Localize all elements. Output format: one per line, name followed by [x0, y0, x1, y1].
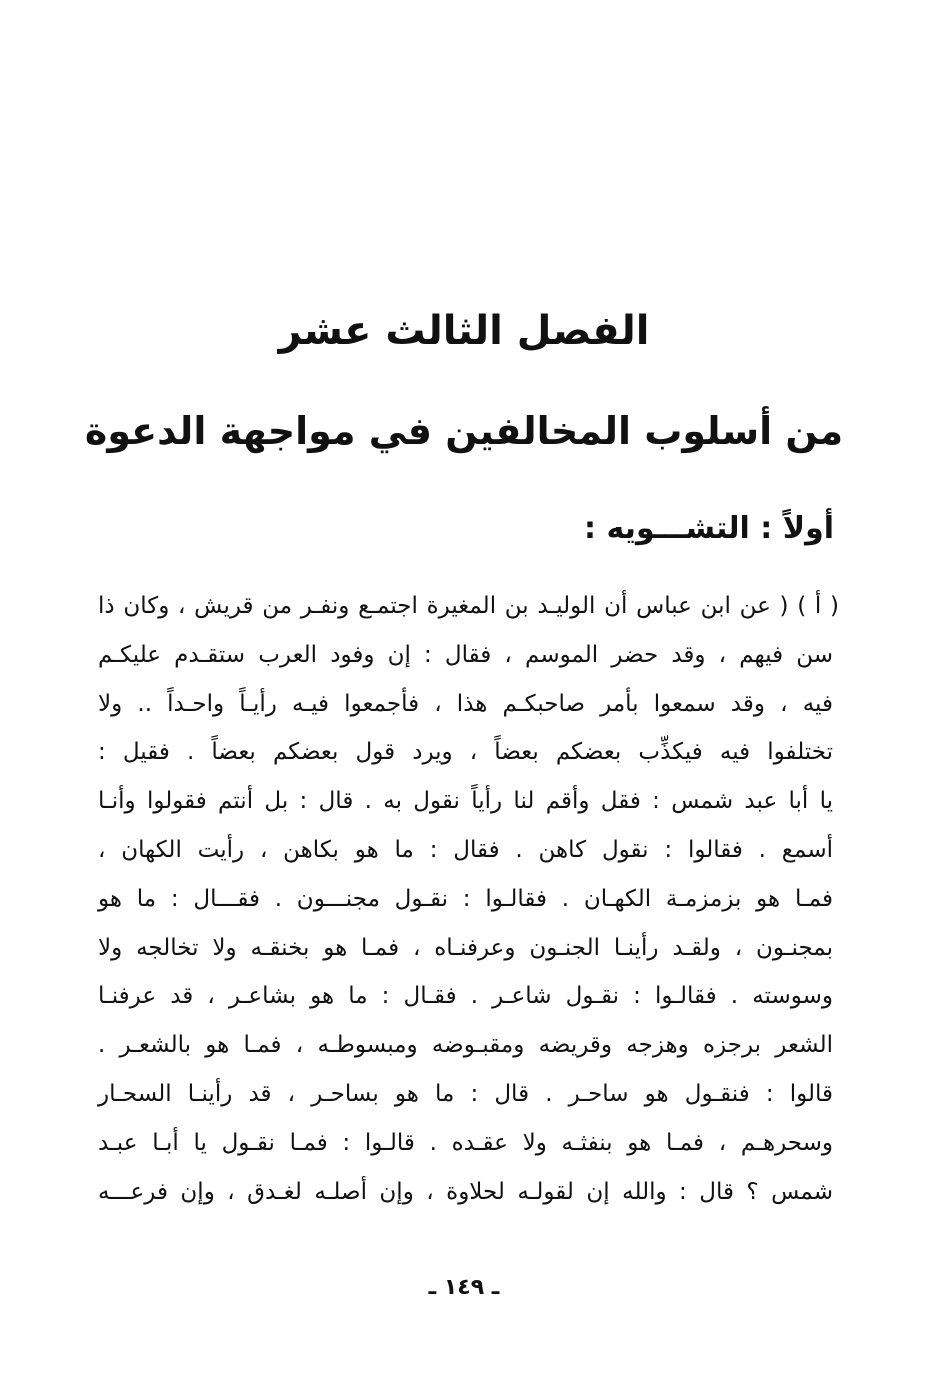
text-line: وسوسته . فقالـوا : نقـول شاعـر . فقـال : ما هو بشاعـر ، قد عرفنـا: [98, 983, 833, 1010]
text-line: ( أ ) ( عن ابن عباس أن الوليـد بن المغيرة اجتمـع ونفـر من قريش ، وكان ذا: [98, 593, 839, 619]
text-line: تختلفوا فيه فيكذِّب بعضكم بعضاً ، ويرد قول بعضكم بعضاً . فقيل :: [98, 739, 833, 766]
text-line: شمس ؟ قال : والله إن لقولـه لحلاوة ، وإن أصلـه لغـدق ، وإن فرعـــه: [98, 1178, 833, 1205]
body-paragraph: [98, 582, 839, 1216]
text-line: سن فيهم ، وقد حضر الموسم ، فقال : إن وفود العرب ستقـدم عليكـم: [98, 641, 833, 668]
chapter-subtitle: من أسلوب المخالفين في مواجهة الدعوة: [84, 409, 844, 453]
text-line: أسمع . فقالوا : نقول كاهن . فقال : ما هو بكاهن ، رأيت الكهان ،: [98, 836, 833, 863]
text-line: قالوا : فنقـول هو ساحـر . قال : ما هو بساحـر ، قد رأينـا السحـار: [98, 1080, 833, 1107]
text-line: وسحرهـم ، فمـا هو بنفثـه ولا عقـده . قالـوا : فمـا نقـول يا أبـا عبـد: [98, 1129, 833, 1156]
page-number: ـ ١٤٩ ـ: [428, 1275, 500, 1300]
text-line: فيه ، وقد سمعوا بأمر صاحبكـم هذا ، فأجمعوا فيـه رأيـاً واحـداً .. ولا: [98, 690, 833, 717]
text-line: الشعر برجزه وهزجه وقريضه ومقبـوضه ومبسوطـه ، فمـا هو بالشعـر .: [98, 1032, 833, 1059]
section-heading: أولاً : التشـــويه :: [584, 511, 834, 546]
text-line: فمـا هو بزمزمـة الكهـان . فقالـوا : نقـول مجنـــون . فقـــال : ما هو: [98, 885, 833, 912]
text-line: بمجنـون ، ولقـد رأينـا الجنـون وعرفنـاه ، فمـا هو بخنقـه ولا تخالجه ولا: [98, 934, 833, 961]
chapter-title: الفصل الثالث عشر: [278, 308, 650, 354]
text-line: يا أبا عبد شمس : فقل وأقم لنا رأياً نقول به . قال : بل أنتم فقولوا وأنـا: [98, 788, 833, 815]
